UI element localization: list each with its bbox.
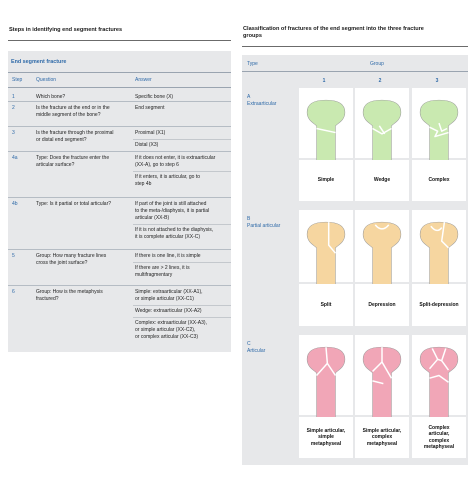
bone-icon xyxy=(299,335,353,415)
group-header: Group xyxy=(370,61,384,67)
fracture-caption: Split-depression xyxy=(419,301,459,308)
fracture-caption: Simple articular, xyxy=(306,427,346,434)
header-rule xyxy=(8,87,231,88)
answer-text: or simple articular (XX-C1) xyxy=(135,296,194,302)
answer-text: it is complete articular (XX-C) xyxy=(135,234,201,240)
fracture-caption: Split xyxy=(320,301,332,308)
question-text: or distal end segment? xyxy=(36,137,87,143)
step-number: 2 xyxy=(12,105,15,111)
row-divider xyxy=(8,285,231,286)
table-title: End segment fracture xyxy=(11,59,67,65)
right-heading-rule xyxy=(242,46,468,47)
bone-illustration-cell xyxy=(299,88,353,158)
group-number-1: 1 xyxy=(322,78,326,84)
bone-shape xyxy=(307,347,345,427)
fracture-caption: complex xyxy=(371,434,393,441)
answer-divider xyxy=(133,139,231,140)
question-text: Group: How is the metaphysis xyxy=(36,289,103,295)
bone-icon xyxy=(299,210,353,282)
answer-text: Complex: extraarticular (XX-A3), xyxy=(135,320,207,326)
fracture-caption: Simple xyxy=(317,177,335,184)
bone-icon xyxy=(299,88,353,158)
fracture-caption: complex xyxy=(428,437,450,444)
type-letter: A xyxy=(247,94,251,100)
step-number: 6 xyxy=(12,289,15,295)
bone-icon xyxy=(355,88,409,158)
answer-text: Proximal (X1) xyxy=(135,130,166,136)
fracture-caption: simple xyxy=(318,434,334,441)
question-text: articular surface? xyxy=(36,162,75,168)
answer-divider xyxy=(133,171,231,172)
right-heading-line-1: Classification of fractures of the end segment into the three fracture xyxy=(243,26,424,32)
bone-illustration-cell xyxy=(355,88,409,158)
question-text: Is the fracture at the end or in the xyxy=(36,105,110,111)
classification-grid xyxy=(242,55,468,465)
type-name: Articular xyxy=(247,348,266,354)
type-letter: C xyxy=(247,341,251,347)
fracture-caption: Depression xyxy=(368,301,396,308)
answer-divider xyxy=(133,317,231,318)
col-header-answer: Answer xyxy=(135,77,152,83)
answer-text: Distal (X3) xyxy=(135,142,159,148)
fracture-caption: metaphyseal xyxy=(310,440,342,447)
bone-illustration-cell xyxy=(412,210,466,282)
fracture-caption: metaphyseal xyxy=(423,443,455,450)
answer-text: Specific bone (X) xyxy=(135,94,174,100)
fracture-caption: metaphyseal xyxy=(366,440,398,447)
question-text: Group: How many fracture lines xyxy=(36,253,107,259)
answer-text: If part of the joint is still attached xyxy=(135,201,207,207)
type-header: Type xyxy=(247,61,258,67)
answer-text: If it is not attached to the diaphysis, xyxy=(135,227,214,233)
question-text: middle segment of the bone? xyxy=(36,112,101,118)
left-heading-rule xyxy=(8,40,231,41)
row-divider xyxy=(8,151,231,152)
bone-illustration-cell xyxy=(355,210,409,282)
bone-icon xyxy=(412,210,466,282)
step-number: 3 xyxy=(12,130,15,136)
group-number-2: 2 xyxy=(378,78,382,84)
table-title-rule xyxy=(8,72,231,73)
answer-text: or simple articular (XX-C2), xyxy=(135,327,196,333)
end-segment-table xyxy=(8,51,231,352)
question-text: Type: Does the fracture enter the xyxy=(36,155,110,161)
answer-text: If there is one line, it is simple xyxy=(135,253,201,259)
question-text: Is the fracture through the proximal xyxy=(36,130,114,136)
bone-icon xyxy=(412,335,466,415)
group-number-3: 3 xyxy=(435,78,439,84)
answer-divider xyxy=(133,224,231,225)
question-text: cross the joint surface? xyxy=(36,260,88,266)
answer-divider xyxy=(133,262,231,263)
left-heading: Steps in identifying end segment fractures xyxy=(9,27,123,33)
answer-text: End segment xyxy=(135,105,165,111)
fracture-caption: Simple articular, xyxy=(362,427,402,434)
question-text: fractured? xyxy=(36,296,59,302)
fracture-caption: Complex xyxy=(428,177,450,184)
row-divider xyxy=(8,101,231,102)
bone-illustration-cell xyxy=(299,210,353,282)
type-name: Extraarticular xyxy=(247,101,277,107)
answer-text: Wedge: extraarticular (XX-A2) xyxy=(135,308,202,314)
bone-illustration-cell xyxy=(412,335,466,415)
answer-text: articular (XX-B) xyxy=(135,215,170,221)
question-text: Which bone? xyxy=(36,94,66,100)
bone-illustration-cell xyxy=(412,88,466,158)
answer-text: (XX-A), go to step 6 xyxy=(135,162,179,168)
answer-text: If it does not enter, it is extraarticular xyxy=(135,155,216,161)
fracture-caption: Complex xyxy=(428,424,450,431)
row-divider xyxy=(8,197,231,198)
question-text: Type: Is it partial or total articular? xyxy=(36,201,112,207)
row-divider xyxy=(8,126,231,127)
group-header-rule xyxy=(242,71,468,72)
right-heading-line-2: groups xyxy=(243,33,262,39)
step-number: 4b xyxy=(12,201,18,207)
bone-icon xyxy=(355,210,409,282)
fracture-caption: articular, xyxy=(428,431,450,438)
answer-text: or complex articular (XX-C3) xyxy=(135,334,199,340)
step-number: 1 xyxy=(12,94,15,100)
bone-icon xyxy=(412,88,466,158)
col-header-step: Step xyxy=(12,77,23,83)
answer-text: If there are > 2 lines, it is xyxy=(135,265,190,271)
answer-text: to the meta-/diaphysis, it is partial xyxy=(135,208,210,214)
step-number: 5 xyxy=(12,253,15,259)
type-letter: B xyxy=(247,216,251,222)
answer-text: multifragmentary xyxy=(135,272,173,278)
col-header-question: Question xyxy=(36,77,57,83)
bone-icon xyxy=(355,335,409,415)
bone-illustration-cell xyxy=(355,335,409,415)
answer-divider xyxy=(133,305,231,306)
fracture-caption: Wedge xyxy=(373,177,391,184)
answer-text: If it enters, it is articular, go to xyxy=(135,174,201,180)
step-number: 4a xyxy=(12,155,18,161)
row-divider xyxy=(8,249,231,250)
answer-text: Simple: extraarticular (XX-A1), xyxy=(135,289,203,295)
bone-illustration-cell xyxy=(299,335,353,415)
answer-text: step 4b xyxy=(135,181,152,187)
type-name: Partial articular xyxy=(247,223,281,229)
